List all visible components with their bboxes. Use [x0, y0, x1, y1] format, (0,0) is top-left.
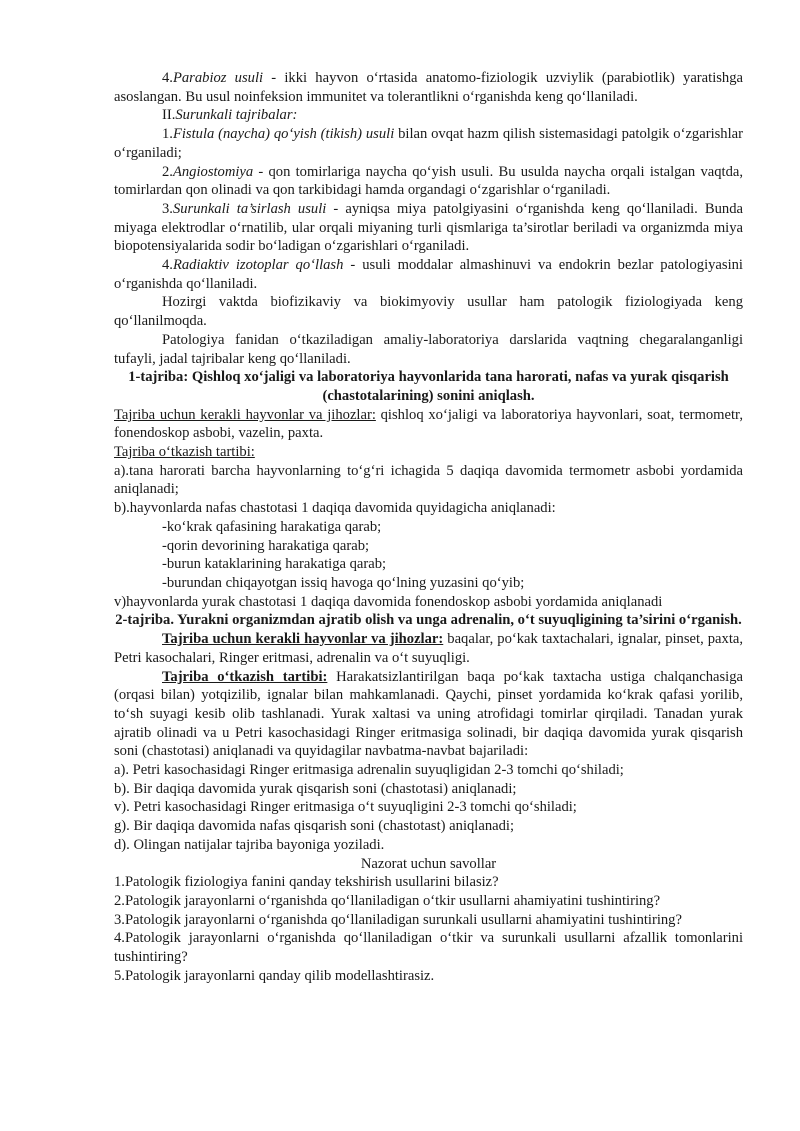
method-parabioz: 4.Parabioz usuli - ikki hayvon o‘rtasida anatomo-fiziologik uzviylik (parabiotlik) yaratishga asoslangan. Bu usul noinfeksion immunitet va tolerantlikni o‘rganishda keng qo‘llaniladi.	[114, 70, 743, 105]
method-chronic-stimulation: 3.Surunkali ta’sirlash usuli - ayniqsa miya patolgiyasini o‘rganishda keng qo‘llaniladi. Bunda miyaga elektrodlar o‘rnatilib, ular orqali miyaning turli qismlariga ta’sirotlar beriladi va organizmda miya biopotensiyalarida sodir bo‘ladigan o‘zgarishlari o‘rganiladi.	[114, 200, 743, 255]
question-item: 2.Patologik jarayonlarni o‘rganishda qo‘llaniladigan o‘tkir usullarni ahamiyatini tushintiring?	[114, 892, 661, 909]
experiment-2-step: v). Petri kasochasidagi Ringer eritmasiga o‘t suyuqligini 2-3 tomchi qo‘shiladi;	[114, 799, 577, 816]
equipment-label: Tajriba uchun kerakli hayvonlar va jihozlar:	[162, 631, 444, 648]
paragraph-biophysical: Hozirgi vaktda biofizikaviy va biokimyoviy usullar ham patologik fiziologiyada keng qo‘llanilmoqda.	[114, 294, 743, 330]
experiment-1-step: v)hayvonlarda yurak chastotasi 1 daqiqa davomida fonendoskop asbobi yordamida aniqlanadi	[114, 593, 663, 610]
equipment-label: Tajriba uchun kerakli hayvonlar va jihozlar:	[114, 406, 376, 423]
section-heading-text: Surunkali tajribalar:	[175, 107, 298, 124]
experiment-2-step: a). Petri kasochasidagi Ringer eritmasiga adrenalin suyuqligidan 2-3 tomchi qo‘shiladi;	[114, 762, 624, 779]
method-fistula: 1.Fistula (naycha) qo‘yish (tikish) usuli bilan ovqat hazm qilish sistemasidagi patolgik o‘zgarishlar o‘rganiladi;	[114, 126, 743, 161]
experiment-1-substep: -qorin devorining harakatiga qarab;	[162, 537, 370, 554]
order-label: Tajriba o‘tkazish tartibi:	[162, 668, 328, 685]
question-item: 3.Patologik jarayonlarni o‘rganishda qo‘llaniladigan surunkali usullarni ahamiyatini tushintiring?	[114, 911, 682, 928]
question-item: 4.Patologik jarayonlarni o‘rganishda qo‘llaniladigan o‘tkir va surunkali usullarni afzallik tomonlarini tushintiring?	[114, 930, 743, 966]
method-radioactive-isotopes: 4.Radiaktiv izotoplar qo‘llash - usuli moddalar almashinuvi va endokrin bezlar patologiyasini o‘rganishda qo‘llaniladi.	[114, 257, 743, 292]
section-heading-chronic: II.Surunkali tajribalar:	[162, 107, 298, 124]
experiment-2-step: b). Bir daqiqa davomida yurak qisqarish soni (chastotasi) aniqlanadi;	[114, 780, 517, 797]
experiment-1-step: b).hayvonlarda nafas chastotasi 1 daqiqa davomida quyidagicha aniqlanadi:	[114, 500, 556, 517]
method-name: Angiostomiya	[172, 163, 254, 180]
experiment-1-substep: -ko‘krak qafasining harakatiga qarab;	[162, 518, 382, 535]
experiment-2-equipment: Tajriba uchun kerakli hayvonlar va jihozlar: baqalar, po‘kak taxtachalari, ignalar, pinset, paxta, Petri kasochalari, Ringer eritmasi, adrenalin va o‘t suyuqligi.	[114, 631, 743, 666]
method-angiostomiya: 2.Angiostomiya - qon tomirlariga naycha qo‘yish usuli. Bu usulda naycha orqali istalgan vaqtda, tomirlardan qon olinadi va qon tarkibidagi hamda organdagi o‘zgarishlar o‘rganiladi.	[114, 163, 743, 199]
experiment-2-procedure: Tajriba o‘tkazish tartibi: Harakatsizlantirilgan baqa po‘kak taxtacha ustiga chalqanchasiga (orqasi bilan) yotqizilib, ignalar bilan mahkamlanadi. Qaychi, pinset yordamida ko‘krak qafasi yorilib, to‘sh suyagi kesib olib tashlanadi. Yurak xaltasi va uning atrofidagi tomirlar qirqiladi. Tanadan yurak ajratib olinadi va u Petri kasochasidagi Ringer eritmasiga solinadi, bir daqiqa davomida yurak qisqarish soni (chastotasi) aniqlanadi va quyidagilar navbatma-navbat bajariladi:	[114, 668, 743, 760]
experiment-2-step: d). Olingan natijalar tajriba bayoniga yoziladi.	[114, 836, 385, 853]
questions-title: Nazorat uchun savollar	[360, 855, 497, 872]
method-name: Radiaktiv izotoplar qo‘llash	[172, 257, 344, 274]
experiment-1-substep: -burun kataklarining harakatiga qarab;	[162, 556, 387, 573]
question-item: 1.Patologik fiziologiya fanini qanday tekshirish usullarini bilasiz?	[114, 874, 499, 891]
experiment-1-step: a).tana harorati barcha hayvonlarning to‘g‘ri ichagida 5 daqiqa davomida termometr asbobi yordamida aniqlanadi;	[114, 462, 743, 498]
experiment-1-order-label: Tajriba o‘tkazish tartibi:	[114, 444, 255, 461]
experiment-1-substep: -burundan chiqayotgan issiq havoga qo‘lning yuzasini qo‘yib;	[162, 574, 525, 591]
experiment-2-step: g). Bir daqiqa davomida nafas qisqarish soni (chastotast) aniqlanadi;	[114, 818, 515, 835]
paragraph-acute-experiments: Patologiya fanidan o‘tkaziladigan amaliy-laboratoriya darslarida vaqtning chegaralanganligi tufayli, jadal tajribalar keng qo‘llaniladi.	[114, 331, 743, 367]
question-item: 5.Patologik jarayonlarni qanday qilib modellashtirasiz.	[114, 967, 435, 984]
experiment-1-title: 1-tajriba: Qishloq xo‘jaligi va laboratoriya hayvonlarida tana harorati, nafas va yurak qisqarish (chastotalarining) sonini aniqlash.	[128, 369, 729, 404]
experiment-2-title: 2-tajriba. Yurakni organizmdan ajratib olish va unga adrenalin, o‘t suyuqligining ta’sirini o‘rganish.	[115, 612, 742, 629]
method-name: Surunkali ta’sirlash usuli	[172, 200, 327, 217]
method-name: Parabioz usuli	[172, 70, 264, 86]
method-name: Fistula (naycha) qo‘yish (tikish) usuli	[172, 126, 395, 143]
experiment-1-equipment: Tajriba uchun kerakli hayvonlar va jihozlar: qishloq xo‘jaligi va laboratoriya hayvonlari, soat, termometr, fonendoskop asbobi, vazelin, paxta.	[114, 406, 743, 442]
